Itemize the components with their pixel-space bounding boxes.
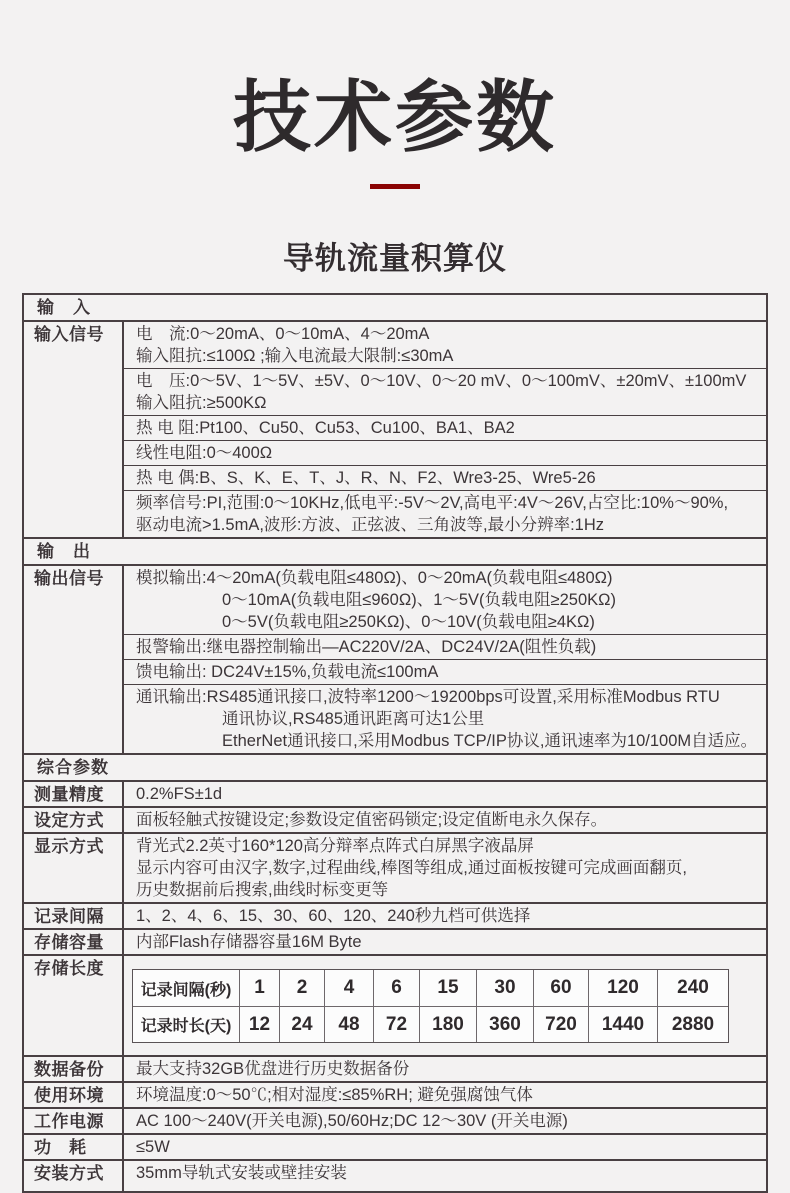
row-label: 显示方式	[24, 834, 124, 902]
row-value: 内部Flash存储器容量16M Byte	[136, 933, 362, 951]
input-frequency-spec: 频率信号:PI,范围:0～10KHz,低电平:-5V～2V,高电平:4V～26V,占空比:10%～90%, 驱动电流>1.5mA,波形:方波、正弦波、三角波等,最小分辨率:1Hz	[136, 494, 729, 534]
row-label: 使用环境	[24, 1083, 124, 1107]
input-thermocouple-spec: 热 电 偶:B、S、K、E、T、J、R、N、F2、Wre3-25、Wre5-26	[124, 466, 766, 491]
output-communication-spec: 通讯输出:RS485通讯接口,波特率1200～19200bps可设置,采用标准Modbus RTU 通讯协议,RS485通讯距离可达1公里 EtherNet通讯接口,采用Modbus TCP/IP协议,通讯速率为10/100M自适应。	[136, 688, 758, 750]
row-value: 背光式2.2英寸160*120高分辩率点阵式白屏黑字液晶屏 显示内容可由汉字,数字,过程曲线,棒图等组成,通过面板按键可完成画面翻页, 历史数据前后搜索,曲线时标变更等	[136, 837, 687, 899]
row-value: ≤5W	[136, 1138, 170, 1156]
row-label: 输出信号	[24, 566, 124, 753]
output-alarm-spec: 报警输出:继电器控制输出—AC220V/2A、DC24V/2A(阻性负载)	[124, 635, 766, 660]
row-value: AC 100～240V(开关电源),50/60Hz;DC 12～30V (开关电源)	[136, 1112, 568, 1130]
input-voltage-spec: 电 压:0～5V、1～5V、±5V、0～10V、0～20 mV、0～100mV、±20mV、±100mV 输入阻抗:≥500KΩ	[124, 369, 766, 416]
storage-interval-row: 记录间隔(秒) 1 2 4 6 15 30 60 120 240	[133, 970, 728, 1006]
row-label: 工作电源	[24, 1109, 124, 1133]
storage-duration-row: 记录时长(天) 12 24 48 72 180 360 720 1440 2880	[133, 1006, 728, 1042]
section-header-general: 综合参数	[24, 755, 766, 782]
spec-table	[22, 293, 768, 1193]
product-subtitle: 导轨流量积算仪	[283, 241, 507, 276]
row-input-signal	[24, 322, 766, 539]
row-label: 存储长度	[24, 956, 124, 1055]
row-power-supply	[24, 1109, 766, 1135]
input-current-spec: 电 流:0～20mA、0～10mA、4～20mA 输入阻抗:≤100Ω ;输入电流最大限制:≤30mA	[124, 322, 766, 369]
row-label: 功 耗	[24, 1135, 124, 1159]
row-display-method	[24, 834, 766, 904]
row-record-interval	[24, 904, 766, 930]
section-header-output: 输 出	[24, 539, 766, 566]
row-label: 安装方式	[24, 1161, 124, 1191]
storage-duration-label: 记录时长(天)	[133, 1006, 239, 1042]
row-output-signal	[24, 566, 766, 755]
row-accuracy	[24, 782, 766, 808]
row-label: 设定方式	[24, 808, 124, 832]
page-title: 技术参数	[232, 73, 557, 161]
input-linear-resistance-spec: 线性电阻:0～400Ω	[124, 441, 766, 466]
row-value: 0.2%FS±1d	[136, 785, 223, 803]
row-value: 最大支持32GB优盘进行历史数据备份	[136, 1060, 410, 1078]
row-value: 环境温度:0～50℃;相对湿度:≤85%RH; 避免强腐蚀气体	[136, 1086, 533, 1104]
row-environment	[24, 1083, 766, 1109]
output-feed-spec: 馈电输出: DC24V±15%,负载电流≤100mA	[124, 660, 766, 685]
row-storage-length	[24, 956, 766, 1057]
row-label: 测量精度	[24, 782, 124, 806]
row-value: 1、2、4、6、15、30、60、120、240秒九档可供选择	[136, 907, 531, 925]
row-label: 记录间隔	[24, 904, 124, 928]
row-mounting	[24, 1161, 766, 1191]
row-setting-method	[24, 808, 766, 834]
row-label: 存储容量	[24, 930, 124, 954]
input-rtd-spec: 热 电 阻:Pt100、Cu50、Cu53、Cu100、BA1、BA2	[124, 416, 766, 441]
storage-interval-label: 记录间隔(秒)	[133, 970, 239, 1006]
title-accent-dash	[370, 184, 420, 189]
row-storage-capacity	[24, 930, 766, 956]
storage-length-table	[132, 969, 729, 1043]
section-header-input: 输 入	[24, 295, 766, 322]
row-value: 面板轻触式按键设定;参数设定值密码锁定;设定值断电永久保存。	[136, 811, 608, 829]
row-value: 35mm导轨式安装或壁挂安装	[136, 1164, 347, 1182]
row-label: 数据备份	[24, 1057, 124, 1081]
row-label: 输入信号	[24, 322, 124, 537]
row-data-backup	[24, 1057, 766, 1083]
output-analog-spec: 模拟输出:4～20mA(负载电阻≤480Ω)、0～20mA(负载电阻≤480Ω) 0～10mA(负载电阻≤960Ω)、1～5V(负载电阻≥250KΩ) 0～5V(负载电阻≥250KΩ)、0～10V(负载电阻≥4KΩ)	[124, 566, 766, 635]
row-power-consumption	[24, 1135, 766, 1161]
